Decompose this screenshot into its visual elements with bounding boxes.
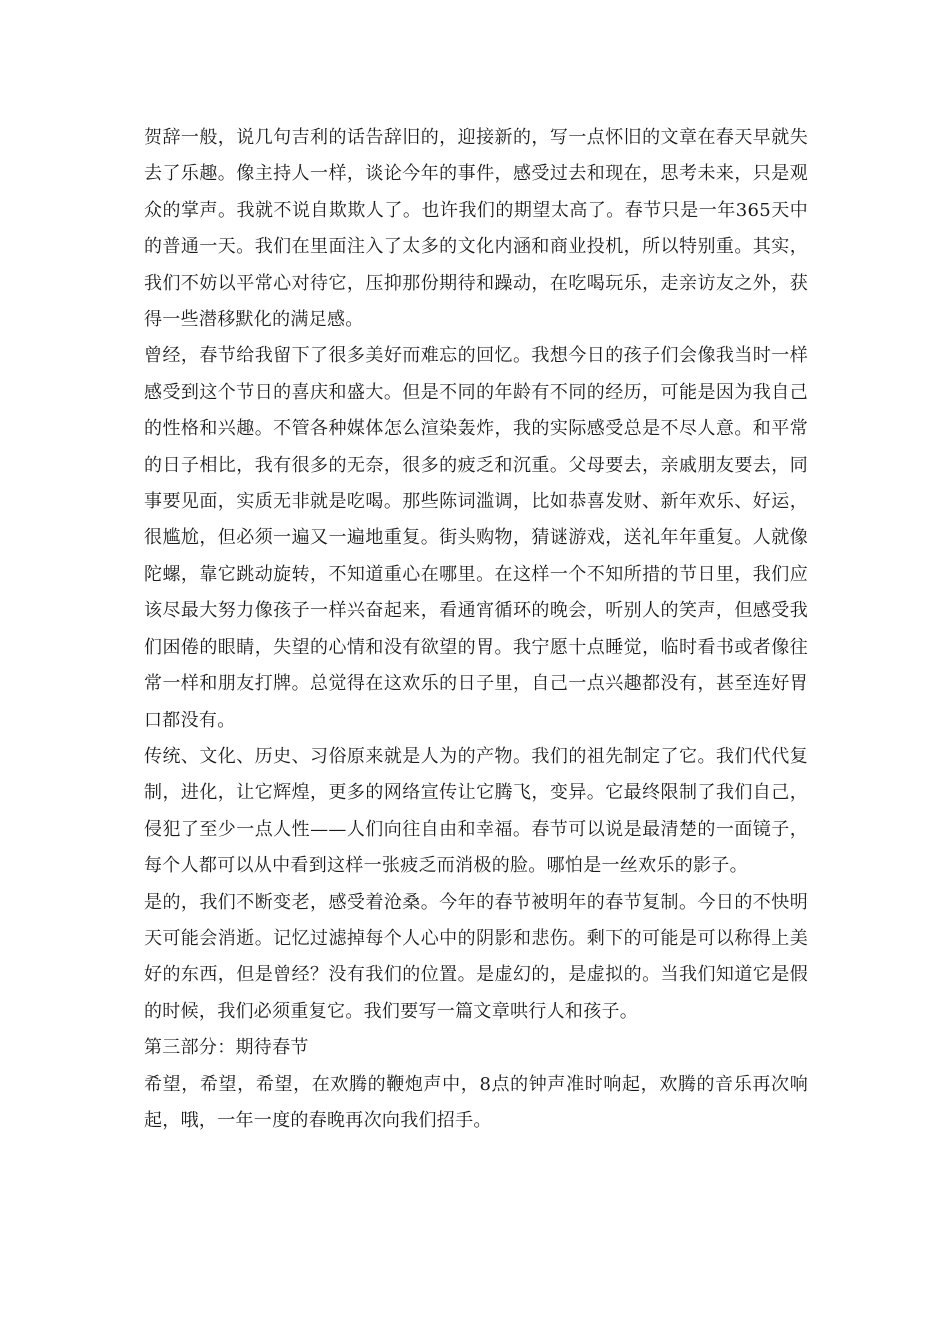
section-heading: 第三部分：期待春节	[144, 1037, 309, 1059]
paragraph-3: 传统、文化、历史、习俗原来就是人为的产物。我们的祖先制定了它。我们代代复制，进化，让它辉煌，更多的网络宣传让它腾飞，变异。它最终限制了我们自己，侵犯了至少一点人性——人们向往自由和幸福。春节可以说是最清楚的一面镜子，每个人都可以从中看到这样一张疲乏而消极的脸。哪怕是一丝欢乐的影子。	[144, 745, 808, 877]
paragraph-4: 是的，我们不断变老，感受着沧桑。今年的春节被明年的春节复制。今日的不快明天可能会消逝。记忆过滤掉每个人心中的阴影和悲伤。剩下的可能是可以称得上美好的东西，但是曾经？没有我们的位置。是虚幻的，是虚拟的。当我们知道它是假的时候，我们必须重复它。我们要写一篇文章哄行人和孩子。	[144, 891, 808, 1022]
closing-paragraph: 希望，希望，希望，在欢腾的鞭炮声中，8点的钟声准时响起，欢腾的音乐再次响起，哦，一年一度的春晚再次向我们招手。	[144, 1073, 808, 1131]
paragraph-2: 曾经，春节给我留下了很多美好而难忘的回忆。我想今日的孩子们会像我当时一样感受到这个节日的喜庆和盛大。但是不同的年龄有不同的经历，可能是因为我自己的性格和兴趣。不管各种媒体怎么渲染轰炸，我的实际感受总是不尽人意。和平常的日子相比，我有很多的无奈，很多的疲乏和沉重。父母要去，亲戚朋友要去，同事要见面，实质无非就是吃喝。那些陈词滥调，比如恭喜发财、新年欢乐、好运，很尴尬，但必须一遍又一遍地重复。街头购物，猜谜游戏，送礼年年重复。人就像陀螺，靠它跳动旋转，不知道重心在哪里。在这样一个不知所措的节日里，我们应该尽最大努力像孩子一样兴奋起来，看通宵循环的晚会，听别人的笑声，但感受我们困倦的眼睛，失望的心情和没有欲望的胃。我宁愿十点睡觉，临时看书或者像往常一样和朋友打牌。总觉得在这欢乐的日子里，自己一点兴趣都没有，甚至连好胃口都没有。	[144, 345, 808, 731]
document-body	[144, 120, 808, 1139]
paragraph-1: 贺辞一般，说几句吉利的话告辞旧的，迎接新的，写一点怀旧的文章在春天早就失去了乐趣。像主持人一样，谈论今年的事件，感受过去和现在，思考未来，只是观众的掌声。我就不说自欺欺人了。也许我们的期望太高了。春节只是一年365天中的普通一天。我们在里面注入了太多的文化内涵和商业投机，所以特别重。其实，我们不妨以平常心对待它，压抑那份期待和躁动，在吃喝玩乐，走亲访友之外，获得一些潜移默化的满足感。	[144, 127, 808, 331]
